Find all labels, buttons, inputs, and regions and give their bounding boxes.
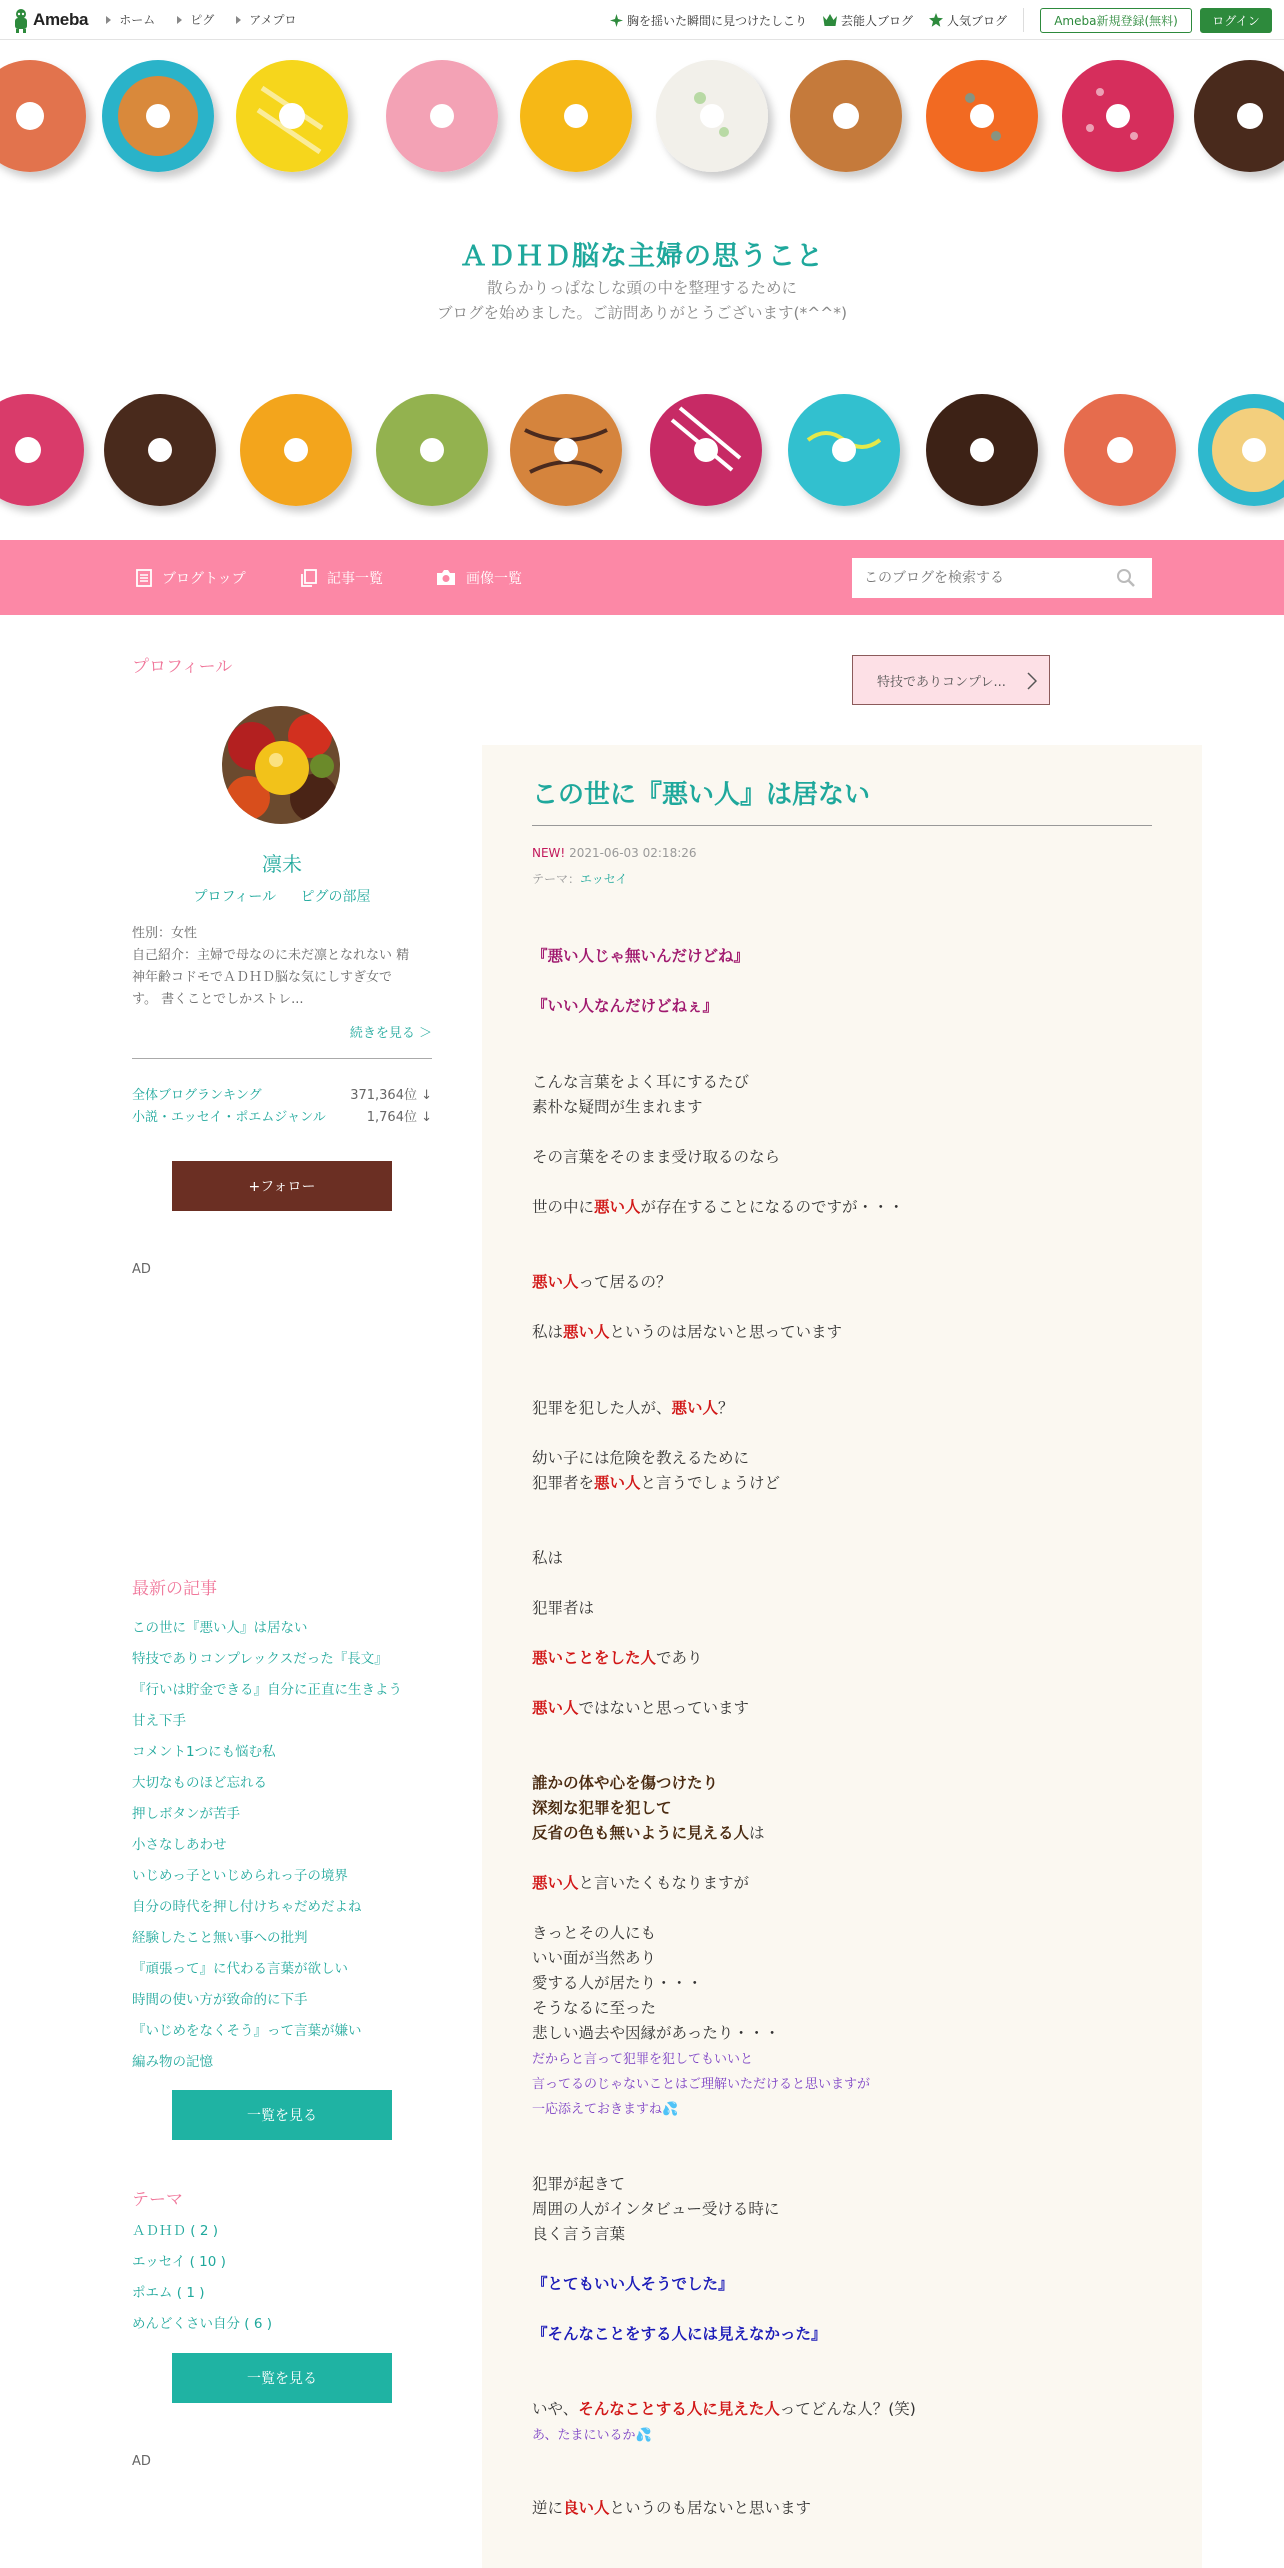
text-span: は: [749, 1824, 765, 1842]
topnav-home[interactable]: [106, 11, 155, 28]
link-celebrity-blog[interactable]: [823, 12, 913, 29]
pigg-room-link[interactable]: ピグの部屋: [300, 889, 371, 905]
recent-article-link[interactable]: 経験したこと無い事への批判: [132, 1930, 308, 1946]
emphasis-span: 悪い人: [532, 1273, 579, 1291]
profile-intro-line: 神年齢コドモでＡＤＨＤ脳な気にしすぎ女で: [132, 970, 393, 985]
theme-link[interactable]: めんどくさい自分 ( 6 ): [132, 2316, 272, 2332]
article-note: あ、たまにいるか💦: [532, 2428, 652, 2443]
emphasis-span: 悪い人: [532, 1699, 579, 1717]
text-span: と言うでしょうけど: [640, 1474, 781, 1492]
text-span: って居るの？: [578, 1273, 672, 1291]
article-text: [532, 1195, 904, 1217]
recent-article-link[interactable]: 小さなしあわせ: [132, 1837, 227, 1853]
article-text: その言葉をそのまま受け取るのなら: [532, 1148, 781, 1166]
article-text: 愛する人が居たり・・・: [532, 1974, 703, 1992]
article-text: 犯罪が起きて: [532, 2175, 626, 2193]
article-text: [532, 1646, 703, 1668]
theme-link[interactable]: エッセイ ( 10 ): [132, 2254, 226, 2270]
text-span: 世の中に: [532, 1198, 595, 1216]
article-text: いい面が当然あり: [532, 1949, 657, 1967]
article-text: 悲しい過去や因縁があったり・・・: [532, 2024, 780, 2042]
article-text: きっとその人にも: [532, 1924, 657, 1942]
text-span: 逆に: [532, 2499, 564, 2517]
document-icon: [136, 569, 152, 587]
sparkle-icon: [610, 14, 623, 27]
recent-article-link[interactable]: 編み物の記憶: [132, 2054, 213, 2070]
recent-article-link[interactable]: 特技でありコンプレックスだった『長文』: [132, 1651, 388, 1667]
article-text: 周囲の人がインタビュー受ける時に: [532, 2200, 780, 2218]
recent-article-link[interactable]: この世に『悪い人』は居ない: [132, 1620, 308, 1636]
nav-label: 画像一覧: [466, 570, 522, 587]
text-span: であり: [656, 1649, 703, 1667]
article-text: 深刻な犯罪を犯して: [532, 1799, 672, 1817]
article-theme-prefix: テーマ：: [532, 872, 581, 886]
article-theme-row: [532, 870, 627, 887]
emphasis-span: 悪い人: [671, 1399, 719, 1417]
nav-blog-top[interactable]: [136, 540, 246, 615]
recent-article-link[interactable]: いじめっ子といじめられっ子の境界: [132, 1868, 348, 1884]
article-text: 犯罪者は: [532, 1599, 595, 1617]
article-text: [532, 2496, 811, 2518]
ranking-row-overall[interactable]: [132, 1084, 432, 1103]
article-text: 誰かの体や心を傷つけたり: [532, 1774, 719, 1792]
emphasis-span: そんなことする人に見えた人: [578, 2400, 780, 2418]
recent-article-link[interactable]: 押しボタンが苦手: [132, 1806, 240, 1822]
text-span: というのも居ないと思います: [609, 2499, 812, 2517]
theme-heading: テーマ: [132, 2190, 183, 2210]
header-donut-row-top: [0, 48, 1284, 198]
avatar[interactable]: [222, 706, 340, 824]
recent-article-link[interactable]: 大切なものほど忘れる: [132, 1775, 267, 1791]
article-date-row: [532, 846, 697, 860]
link-label: 胸を揺いた瞬間に見つけたしこり: [626, 13, 807, 28]
nav-label: 記事一覧: [327, 570, 383, 587]
profile-gender: 性別：女性: [132, 926, 198, 941]
emphasis-span: 悪い人: [563, 1323, 610, 1341]
nav-label: ブログトップ: [162, 570, 246, 587]
profile-intro-line: す。 書くことでしかストレ...: [132, 992, 304, 1007]
recent-article-link[interactable]: 『いじめをなくそう』って言葉が嫌い: [132, 2023, 362, 2039]
previous-article-label: 特技でありコンプレ...: [877, 674, 1006, 690]
article-text: [532, 2397, 916, 2419]
link-popular-blog[interactable]: [929, 12, 1007, 29]
copy-icon: [300, 569, 317, 587]
recent-article-link[interactable]: 『頑張って』に代わる言葉が欲しい: [132, 1961, 348, 1977]
ad-label: AD: [132, 1262, 151, 1277]
blog-description: [0, 276, 1284, 326]
article-text: 良く言う言葉: [532, 2225, 626, 2243]
donut-image-bottom: [0, 380, 1284, 530]
blog-description-line: ブログを始めました。ご訪問ありがとうございます(*^^*): [436, 304, 848, 322]
link-shikori[interactable]: [610, 12, 807, 29]
topnav-label: ホーム: [119, 13, 156, 27]
ameba-logo[interactable]: [12, 0, 88, 40]
emphasis-span: 悪い人: [532, 1874, 579, 1892]
article-title[interactable]: この世に『悪い人』は居ない: [532, 780, 871, 810]
recent-article-link[interactable]: 自分の時代を押し付けちゃだめだよね: [132, 1899, 362, 1915]
camera-icon: [436, 569, 456, 586]
profile-intro: [132, 945, 432, 1011]
login-button[interactable]: ログイン: [1200, 8, 1272, 33]
article-note: 言ってるのじゃないことはご理解いただけると思いますが: [532, 2077, 871, 2092]
article-date: 2021-06-03 02:18:26: [569, 846, 697, 860]
topnav-label: ピグ: [190, 13, 215, 27]
article-quote: 『いい人なんだけどねぇ』: [532, 997, 719, 1015]
article-quote: 『そんなことをする人には見えなかった』: [532, 2325, 827, 2343]
emphasis-span: 悪い人: [594, 1198, 641, 1216]
divider: [532, 825, 1152, 826]
search-icon[interactable]: [1116, 568, 1136, 588]
link-label: 人気ブログ: [946, 13, 1007, 28]
blog-nav-bar: [0, 540, 1284, 615]
top-nav: [106, 11, 318, 28]
blog-search-input[interactable]: [852, 558, 1152, 598]
emphasis-span: 反省の色も無いように見える人: [532, 1824, 750, 1842]
text-span: 犯罪を犯した人が、: [532, 1399, 672, 1417]
donut-image-top: [0, 48, 1284, 198]
logo-text: Ameba: [33, 9, 89, 29]
recent-article-link[interactable]: 時間の使い方が致命的に下手: [132, 1992, 308, 2008]
ameba-mascot-icon: [12, 7, 30, 33]
divider: [132, 1058, 432, 1059]
article-text: そうなるに至った: [532, 1999, 657, 2017]
profile-heading: プロフィール: [132, 657, 233, 677]
ranking-value: 1,764位 ↓: [366, 1110, 432, 1125]
recent-article-link[interactable]: 甘え下手: [132, 1713, 186, 1729]
blog-description-line: 散らかりっぱなしな頭の中を整理するために: [486, 279, 797, 297]
recent-articles-more-button[interactable]: 一覧を見る: [172, 2090, 392, 2140]
ranking-row-genre[interactable]: [132, 1106, 432, 1125]
topnav-pigg[interactable]: [177, 11, 214, 28]
article-quote: 『とてもいい人そうでした』: [532, 2275, 734, 2293]
article-text: [532, 1821, 765, 1843]
ranking-label: 小説・エッセイ・ポエムジャンル: [132, 1110, 326, 1125]
recent-articles-list: [132, 1618, 432, 2083]
profile-read-more-link[interactable]: 続きを見る ＞: [349, 1026, 432, 1041]
theme-more-button[interactable]: 一覧を見る: [172, 2353, 392, 2403]
blog-title[interactable]: ＡＤＨＤ脳な主婦の思うこと: [460, 241, 824, 272]
text-span: と言いたくもなりますが: [578, 1874, 750, 1892]
text-span: 私は: [532, 1323, 564, 1341]
recent-article-link[interactable]: 『行いは貯金できる』自分に正直に生きよう: [132, 1682, 402, 1698]
emphasis-span: 悪いことをした人: [532, 1649, 657, 1667]
theme-link[interactable]: ポエム ( 1 ): [132, 2285, 205, 2301]
header-donut-row-bottom: [0, 380, 1284, 530]
triangle-right-icon: [106, 16, 111, 24]
previous-article-button[interactable]: [852, 655, 1050, 705]
ranking-value: 371,364位 ↓: [350, 1088, 432, 1103]
article-text: 私は: [532, 1549, 564, 1567]
article-text: 幼い子には危険を教えるために: [532, 1449, 750, 1467]
article-quote: 『悪い人じゃ無いんだけどね』: [532, 947, 750, 965]
article-theme-link[interactable]: エッセイ: [580, 872, 628, 886]
article-text: [532, 1270, 672, 1292]
theme-link[interactable]: ＡＤＨＤ ( 2 ): [132, 2223, 218, 2239]
profile-name[interactable]: 凛未: [262, 852, 302, 876]
article-text: 素朴な疑問が生まれます: [532, 1098, 703, 1116]
follow-button[interactable]: +フォロー: [172, 1161, 392, 1211]
topnav-label: アメプロ: [249, 13, 297, 27]
article-note: だからと言って犯罪を犯してもいいと: [532, 2052, 754, 2067]
ranking-label: 全体ブログランキング: [132, 1088, 262, 1103]
article-text: [532, 1320, 842, 1342]
triangle-right-icon: [177, 16, 182, 24]
text-span: が存在することになるのですが・・・: [640, 1198, 905, 1216]
text-span: というのは居ないと思っています: [609, 1323, 843, 1341]
article-text: [532, 1696, 749, 1718]
ad-label: AD: [132, 2454, 151, 2469]
emphasis-span: 悪い人: [594, 1474, 641, 1492]
new-badge: NEW!: [532, 846, 566, 860]
article-text: [532, 1471, 780, 1493]
star-icon: [929, 13, 943, 27]
profile-link[interactable]: プロフィール: [193, 889, 277, 905]
divider: [1023, 8, 1024, 32]
article-text: [532, 1396, 734, 1418]
emphasis-span: 良い人: [563, 2499, 610, 2517]
link-label: 芸能人ブログ: [840, 13, 913, 28]
recent-articles-heading: 最新の記事: [132, 1579, 217, 1599]
top-right: [610, 0, 1272, 40]
top-bar: [0, 0, 1284, 40]
text-span: ？: [718, 1399, 734, 1417]
nav-image-list[interactable]: [436, 540, 522, 615]
text-span: ではないと思っています: [578, 1699, 750, 1717]
article-note: 一応添えておきますね💦: [532, 2102, 679, 2117]
nav-article-list[interactable]: [300, 540, 383, 615]
text-span: 犯罪者を: [532, 1474, 595, 1492]
crown-icon: [823, 14, 837, 26]
tomatoes-avatar-image: [222, 706, 340, 824]
text-span: いや、: [532, 2400, 579, 2418]
recent-article-link[interactable]: コメント1つにも悩む私: [132, 1744, 276, 1760]
profile-intro-line: 自己紹介：主婦で母なのに未だ凛となれない 精: [132, 948, 410, 963]
theme-list: [132, 2221, 432, 2345]
register-button[interactable]: Ameba新規登録(無料): [1040, 8, 1192, 33]
article-text: こんな言葉をよく耳にするたび: [532, 1073, 750, 1091]
triangle-right-icon: [236, 16, 241, 24]
article-text: [532, 1871, 749, 1893]
text-span: ってどんな人？(笑): [779, 2400, 916, 2418]
topnav-amepro[interactable]: [236, 11, 296, 28]
profile-links: [132, 886, 432, 906]
chevron-right-icon: [1027, 672, 1037, 690]
